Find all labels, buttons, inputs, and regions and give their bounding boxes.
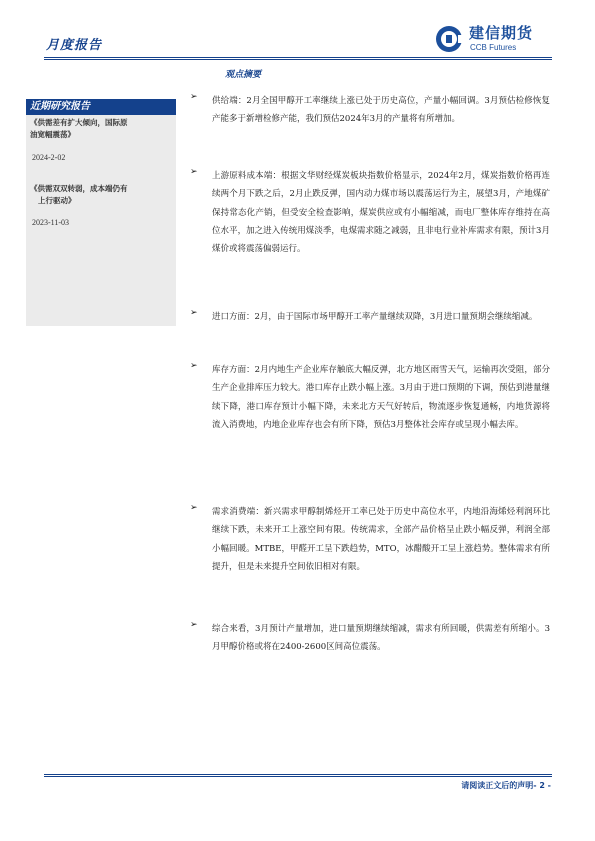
recent-report-item[interactable] [26,181,176,207]
arrow-bullet-icon: ➢ [190,167,198,177]
arrow-bullet-icon: ➢ [190,92,198,102]
arrow-bullet-icon: ➢ [190,620,198,630]
bullet-text: 供给端：2月全国甲醇开工率继续上涨已处于历史高位，产量小幅回调。3月预估检修恢复产能多于新增检修产能，我们预估2024年3月的产量将有所增加。 [212,96,550,125]
bullet-text: 上游原料成本端：根据文华财经煤炭板块指数价格显示，2024年2月，煤炭指数价格再连续两个月下跌之后，2月止跌反弹，国内动力煤市场以震荡运行为主，展望3月，产地煤矿保持常态化产销，但受安全检查影响，煤炭供应或有小幅缩减，而电厂整体库存维持在高位水平，加之进入传统用煤淡季，电煤需求随之减弱，且非电行业补库需求有限，预计3月煤价或将震荡偏弱运行。 [212,171,550,255]
arrow-bullet-icon: ➢ [190,361,198,371]
recent-report-date: 2024-2-02 [32,153,66,162]
sidebar-heading: 近期研究报告 [26,99,176,115]
report-title-line: 上行驱动》 [38,196,76,205]
bullet-text: 综合来看，3月预计产量增加，进口量预期继续缩减，需求有所回暖，供需差有所缩小。3月甲醇价格或将在2400-2600区间高位震荡。 [212,624,550,653]
summary-bullet-conclusion [190,620,550,657]
report-title-line: 《供需差有扩大倾向，国际原 [30,118,128,127]
header-divider [44,57,552,58]
arrow-bullet-icon: ➢ [190,503,198,513]
summary-bullet-cost [190,167,550,258]
ccb-logo-icon [434,24,464,54]
recent-reports-sidebar [26,99,176,326]
section-title: 观点摘要 [225,70,262,80]
summary-bullet-inventory [190,361,550,434]
logo-english-name: CCB Futures [470,43,517,52]
header-divider-secondary [44,59,552,60]
ccb-futures-logo [432,21,554,59]
footer-divider-secondary [44,776,552,777]
footer-divider [44,774,552,775]
footer-disclaimer-page-number: 请阅读正文后的声明- 2 - [461,781,551,790]
summary-bullet-demand [190,503,550,576]
report-title-line: 油宽幅震荡》 [30,130,75,139]
bullet-text: 库存方面：2月内地生产企业库存触底大幅反弹，北方地区雨雪天气，运输再次受阻，部分生产企业排库压力较大。港口库存止跌小幅上涨。3月由于进口预期的下调，预估到港量继续下降，港口库存预计小幅下降，未来北方天气好转后，物流逐步恢复通畅，内地货源将流入消费地，内地企业库存也会有所下降，预估3月整体社会库存或呈现小幅去库。 [212,365,550,430]
recent-report-date: 2023-11-03 [32,218,70,227]
recent-report-title[interactable] [26,115,176,141]
recent-report-title[interactable] [26,181,176,207]
summary-bullet-import [190,308,550,326]
arrow-bullet-icon: ➢ [190,308,198,318]
report-title-line: 《供需双双转弱，成本端仍有 [30,184,128,193]
recent-report-item[interactable] [26,115,176,141]
report-type-title: 月度报告 [46,38,103,53]
logo-chinese-name: 建信期货 [469,24,534,42]
summary-bullet-supply [190,92,550,129]
bullet-text: 进口方面：2月，由于国际市场甲醇开工率产量继续双降，3月进口量预期会继续缩减。 [212,312,538,322]
bullet-text: 需求消费端：新兴需求甲醇制烯烃开工率已处于历史中高位水平，内地沿海烯烃利润环比继续下跌，未来开工上涨空间有限。传统需求，全部产品价格呈止跌小幅反弹，利润全部小幅回暖。MTBE，甲醛开工呈下跌趋势，MTO，冰醋酸开工呈上涨趋势。整体需求有所提升，但是未来提升空间依旧相对有限。 [212,507,550,572]
